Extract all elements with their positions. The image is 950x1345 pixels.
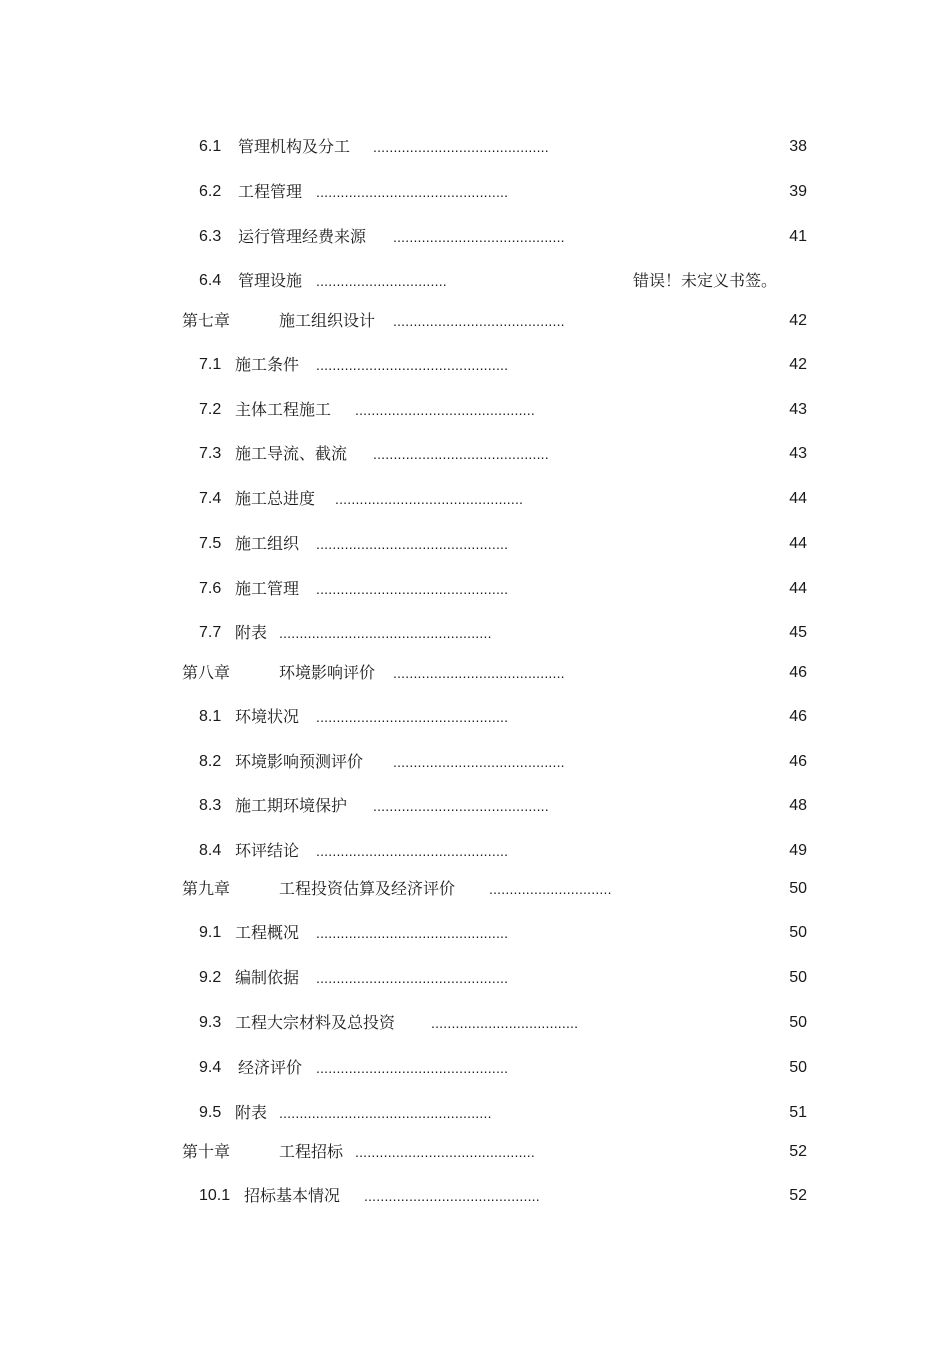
page-number: 50 xyxy=(789,1059,807,1076)
dot-leader: ............................................ xyxy=(355,402,535,418)
chapter-title: 工程投资估算及经济评价 xyxy=(279,879,456,898)
toc-entry[interactable] xyxy=(0,703,950,731)
dot-leader: .......................................... xyxy=(393,754,565,770)
section-number: 8.3 xyxy=(199,797,222,814)
section-title: 管理设施 xyxy=(238,271,303,290)
section-title: 施工条件 xyxy=(235,355,300,374)
chapter-number: 第七章 xyxy=(182,311,231,330)
dot-leader: ............................................... xyxy=(316,843,509,859)
toc-entry[interactable] xyxy=(0,837,950,865)
toc-entry[interactable] xyxy=(0,792,950,820)
section-number: 7.4 xyxy=(199,490,222,507)
section-number: 7.5 xyxy=(199,535,222,552)
section-number: 9.5 xyxy=(199,1104,222,1121)
page-number: 39 xyxy=(789,183,807,200)
section-title: 环评结论 xyxy=(235,841,300,860)
page-number: 49 xyxy=(789,842,807,859)
section-title: 施工期环境保护 xyxy=(235,796,348,815)
page-number: 51 xyxy=(789,1104,807,1121)
toc-entry[interactable] xyxy=(0,223,950,251)
page-number: 41 xyxy=(789,228,807,245)
page-number: 46 xyxy=(789,708,807,725)
page-number: 50 xyxy=(789,1014,807,1031)
toc-entry[interactable] xyxy=(0,133,950,161)
chapter-number: 第八章 xyxy=(182,663,231,682)
page-number: 50 xyxy=(789,969,807,986)
section-title: 附表 xyxy=(235,623,268,642)
section-number: 7.2 xyxy=(199,401,222,418)
section-number: 7.1 xyxy=(199,356,222,373)
section-number: 7.6 xyxy=(199,580,222,597)
section-number: 6.2 xyxy=(199,183,222,200)
toc-chapter[interactable] xyxy=(0,1138,950,1166)
toc-entry[interactable] xyxy=(0,619,950,647)
toc-chapter[interactable] xyxy=(0,307,950,335)
section-title: 施工组织 xyxy=(235,534,300,553)
page-number: 44 xyxy=(789,535,807,552)
dot-leader: .............................................. xyxy=(335,491,524,507)
page-number: 42 xyxy=(789,312,807,329)
toc-entry[interactable] xyxy=(0,964,950,992)
dot-leader: ............................................... xyxy=(316,925,509,941)
section-title: 编制依据 xyxy=(235,968,300,987)
section-title: 环境影响预测评价 xyxy=(235,752,364,771)
section-title: 主体工程施工 xyxy=(235,400,332,419)
section-title: 工程管理 xyxy=(238,182,303,201)
page-number: 38 xyxy=(789,138,807,155)
dot-leader: .......................................... xyxy=(393,229,565,245)
page-number: 50 xyxy=(789,880,807,897)
toc-entry[interactable] xyxy=(0,351,950,379)
toc-entry[interactable] xyxy=(0,919,950,947)
section-title: 附表 xyxy=(235,1103,268,1122)
dot-leader: ............................................... xyxy=(316,357,509,373)
bookmark-error: 错误！未定义书签。 xyxy=(633,271,778,290)
chapter-title: 施工组织设计 xyxy=(279,311,376,330)
toc-entry[interactable] xyxy=(0,748,950,776)
toc-entry[interactable] xyxy=(0,1009,950,1037)
section-number: 7.3 xyxy=(199,445,222,462)
page-number: 45 xyxy=(789,624,807,641)
toc-entry[interactable] xyxy=(0,575,950,603)
dot-leader: ............................................... xyxy=(316,536,509,552)
page-number: 44 xyxy=(789,490,807,507)
section-number: 6.3 xyxy=(199,228,222,245)
section-number: 10.1 xyxy=(199,1187,231,1204)
section-number: 9.3 xyxy=(199,1014,222,1031)
page-number: 52 xyxy=(789,1187,807,1204)
chapter-number: 第九章 xyxy=(182,879,231,898)
section-number: 8.1 xyxy=(199,708,222,725)
section-title: 管理机构及分工 xyxy=(238,137,351,156)
dot-leader: ............................................... xyxy=(316,184,509,200)
page-number: 50 xyxy=(789,924,807,941)
toc-entry[interactable] xyxy=(0,440,950,468)
dot-leader: .......................................... xyxy=(393,665,565,681)
section-number: 6.4 xyxy=(199,272,222,289)
toc-chapter[interactable] xyxy=(0,875,950,903)
dot-leader: ........................................... xyxy=(373,139,549,155)
toc-entry[interactable] xyxy=(0,1182,950,1210)
page-number: 43 xyxy=(789,445,807,462)
dot-leader: .................................................... xyxy=(279,1105,492,1121)
dot-leader: .......................................... xyxy=(393,313,565,329)
chapter-number: 第十章 xyxy=(182,1142,231,1161)
dot-leader: ............................................... xyxy=(316,1060,509,1076)
section-title: 施工总进度 xyxy=(235,489,316,508)
dot-leader: ............................................... xyxy=(316,581,509,597)
page-number: 42 xyxy=(789,356,807,373)
toc-entry[interactable] xyxy=(0,1054,950,1082)
dot-leader: ............................................ xyxy=(355,1144,535,1160)
dot-leader: ........................................... xyxy=(373,446,549,462)
dot-leader: .................................... xyxy=(431,1015,579,1031)
toc-chapter[interactable] xyxy=(0,659,950,687)
toc-entry[interactable] xyxy=(0,1099,950,1127)
section-number: 8.2 xyxy=(199,753,222,770)
section-title: 运行管理经费来源 xyxy=(238,227,367,246)
section-number: 8.4 xyxy=(199,842,222,859)
toc-entry[interactable] xyxy=(0,485,950,513)
toc-entry[interactable] xyxy=(0,530,950,558)
page-number: 46 xyxy=(789,753,807,770)
dot-leader: ........................................... xyxy=(364,1188,540,1204)
toc-entry[interactable] xyxy=(0,178,950,206)
section-number: 9.2 xyxy=(199,969,222,986)
section-title: 施工导流、截流 xyxy=(235,444,348,463)
dot-leader: .................................................... xyxy=(279,625,492,641)
dot-leader: ........................................... xyxy=(373,798,549,814)
page-number: 52 xyxy=(789,1143,807,1160)
section-number: 6.1 xyxy=(199,138,222,155)
section-title: 施工管理 xyxy=(235,579,300,598)
section-title: 环境状况 xyxy=(235,707,300,726)
dot-leader: ............................................... xyxy=(316,970,509,986)
section-title: 工程大宗材料及总投资 xyxy=(235,1013,396,1032)
chapter-title: 环境影响评价 xyxy=(279,663,376,682)
page-number: 43 xyxy=(789,401,807,418)
section-title: 招标基本情况 xyxy=(244,1186,341,1205)
dot-leader: ............................................... xyxy=(316,709,509,725)
section-number: 9.4 xyxy=(199,1059,222,1076)
section-number: 9.1 xyxy=(199,924,222,941)
page-number: 48 xyxy=(789,797,807,814)
dot-leader: ................................ xyxy=(316,273,447,289)
toc-entry[interactable] xyxy=(0,267,950,295)
section-number: 7.7 xyxy=(199,624,222,641)
toc-entry[interactable] xyxy=(0,396,950,424)
chapter-title: 工程招标 xyxy=(279,1142,344,1161)
section-title: 工程概况 xyxy=(235,923,300,942)
section-title: 经济评价 xyxy=(238,1058,303,1077)
page-number: 44 xyxy=(789,580,807,597)
dot-leader: .............................. xyxy=(489,881,612,897)
page-number: 46 xyxy=(789,664,807,681)
